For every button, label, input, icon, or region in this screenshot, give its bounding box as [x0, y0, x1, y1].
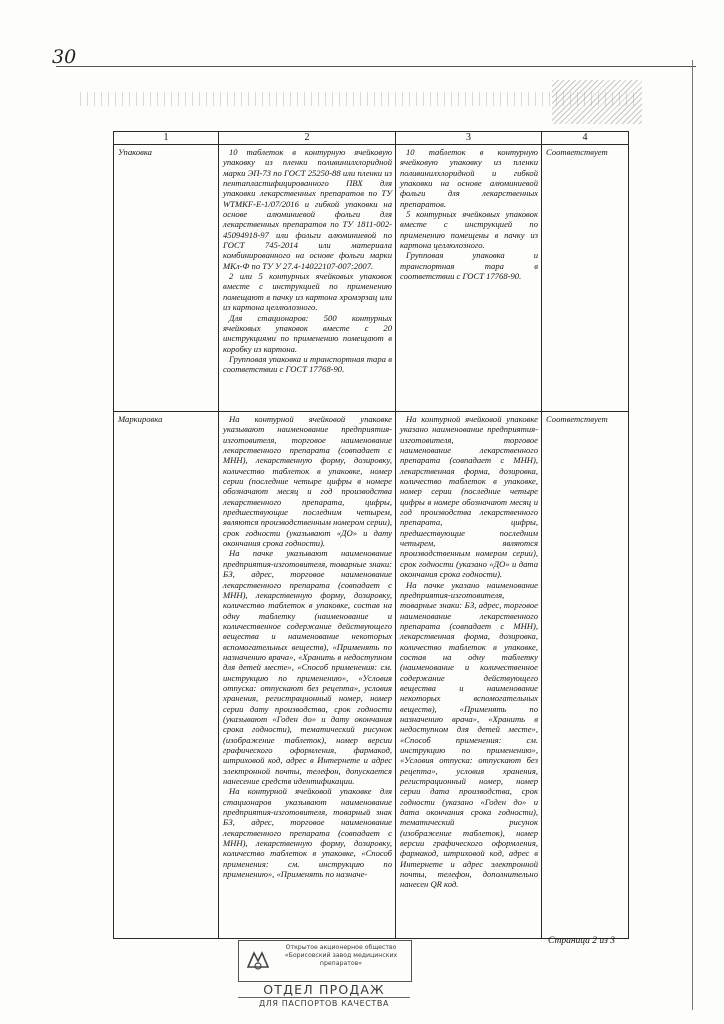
paragraph: Для стационаров: 500 контурных ячейковых упаковок вместе с 20 инструкциями по применению помещают в коробку из картона. — [223, 312, 392, 354]
header-cell: 2 — [219, 132, 396, 145]
paragraph: На пачке указывают наименование предприятия-изготовителя, товарные знаки: БЗ, адрес, торговое наименование лекарственного препарата (совпадает с МНН), лекарственную форму, дозировку, количество таблеток в упаковке, состав на одну таблетку (наименование и количественное содержание действующего вещества и наименование некоторых вспомогательных веществ), «Применять по назначению врача», «Хранить в недоступном для детей месте», «Способ применения: см. инструкцию по применению», «Условия отпуска: отпускают без рецепта», условия хранения, регистрационный номер, номер серии дату производства, срок годности (указывают «Годен до» и дату окончания срока годности), тематический рисунок (изображение таблеток), номер версии графического оформления, фармакод, штриховой код, адрес в Интернете и адрес электронной почты, телефон, допускается нанесение средств идентификации. — [223, 548, 392, 787]
header-cell: 3 — [396, 132, 542, 145]
paragraph: На пачке указано наименование предприятия-изготовителя, товарные знаки: БЗ, адрес, торговое наименование лекарственного препарата (совпадает с МНН), лекарственная форма, дозировка, количество таблеток в упаковке, состав на одну таблетку (наименование и количественное содержание действующего вещества и наименование некоторых вспомогательных веществ), «Применять по назначению врача», «Хранить в недоступном для детей месте», «Способ применения: см. инструкцию по применению», «Условия отпуска: отпускают без рецепта», условия хранения, регистрационный номер, номер серии дата производства, срок годности (указано «Годен до» и дата окончания срока годности), тематический рисунок (изображение таблеток), номер версии графического оформления, фармакод, штриховой код, адрес в Интернете и адрес электронной почты, телефон, дополнительно нанесен QR код. — [400, 579, 538, 890]
sales-department-stamp — [238, 940, 410, 1006]
paragraph: 10 таблеток в контурную ячейковую упаковку из пленки поливинилхлоридной марки ЭП-73 по ГОСТ 25250-88 или пленки из пентапластифицированного ПВХ для упаковки лекарственных препаратов по ТУ WTMKF-E-1/07/2016 и гибкой упаковки на основе алюминиевой фольги для лекарственных препаратов по ТУ 1811-002-45094918-97 или фольги алюминиевой по ГОСТ 745-2014 или материала комбинированного на основе фольги марки МКл-Ф по ТУ У 27.4-14022107-007:2007. — [223, 147, 392, 271]
paragraph: 10 таблеток в контурную ячейковую упаковку из пленки поливинилхлоридной и гибкой упаковки на основе алюминиевой фольги для лекарственных препаратов. — [400, 147, 538, 209]
paragraph: На контурной ячейковой упаковке указывают наименование предприятия-изготовителя, торговое наименование лекарственного препарата (совпадает с МНН), лекарственную форму, дозировку, количество таблеток в упаковке, номер серии (последние четыре цифры в номере обозначают месяц и год производства лекарственного препарата, цифры, предшествующие последним четырем, являются производственным номером серии), срок годности (указывают «ДО» и дату окончания срока годности). — [223, 414, 392, 549]
row-label: Маркировка — [114, 412, 219, 939]
header-cell: 4 — [542, 132, 629, 145]
row-label: Упаковка — [114, 145, 219, 412]
paragraph: На контурной ячейковой упаковке указано наименование предприятия-изготовителя, торговое наименование лекарственного препарата (совпадает с МНН), лекарственная форма, дозировка, количество таблеток в упаковке, номер серии (последние четыре цифры в номере обозначают месяц и год производства лекарственного препарата, цифры, предшествующие последним четырем, являются производственным номером серии), срок годности (указано «ДО» и дата окончания срока годности). — [400, 414, 538, 580]
scan-smudge — [552, 80, 642, 124]
status-cell: Соответствует — [542, 412, 629, 939]
table-header-row — [114, 132, 629, 145]
paragraph: Групповая упаковка и транспортная тара в соответствии с ГОСТ 17768-90. — [400, 250, 538, 282]
comparison-table — [113, 131, 629, 939]
page-edge-line — [692, 60, 693, 1010]
header-cell: 1 — [114, 132, 219, 145]
stamp-frame — [238, 940, 412, 982]
paragraph: Групповая упаковка и транспортная тара в соответствии с ГОСТ 17768-90. — [223, 353, 392, 375]
requirement-cell — [219, 412, 396, 939]
paragraph: На контурной ячейковой упаковке для стационаров указывают наименование предприятия-изготовителя, товарный знак БЗ, адрес, торговое наименование лекарственного препарата (совпадает с МНН), лекарственную форму, дозировку, количество таблеток в упаковке, «Способ применения: см. инструкцию по применению», «Применять по назначе- — [223, 786, 392, 880]
paragraph: 5 контурных ячейковых упаковок вместе с инструкцией по применению помещены в пачку из картона целлюлозного. — [400, 209, 538, 251]
status-cell: Соответствует — [542, 145, 629, 412]
table-row-marking — [114, 412, 629, 939]
stamp-subtitle: ДЛЯ ПАСПОРТОВ КАЧЕСТВА — [238, 997, 410, 1008]
stamp-organization: Открытое акционерное общество «Борисовский завод медицинских препаратов» — [284, 944, 398, 967]
actual-cell — [396, 412, 542, 939]
actual-cell — [396, 145, 542, 412]
stamp-department: ОТДЕЛ ПРОДАЖ — [263, 982, 385, 997]
page-indicator: Страница 2 из 3 — [548, 936, 615, 946]
requirement-cell — [219, 145, 396, 412]
factory-logo-icon — [245, 947, 271, 973]
handwritten-page-number: 30 — [52, 46, 77, 68]
table-row-packaging — [114, 145, 629, 412]
paragraph: 2 или 5 контурных ячейковых упаковок вместе с инструкцией по применению помещают в пачку из картона хромэрзац или из картона целлюлозного. — [223, 271, 392, 313]
